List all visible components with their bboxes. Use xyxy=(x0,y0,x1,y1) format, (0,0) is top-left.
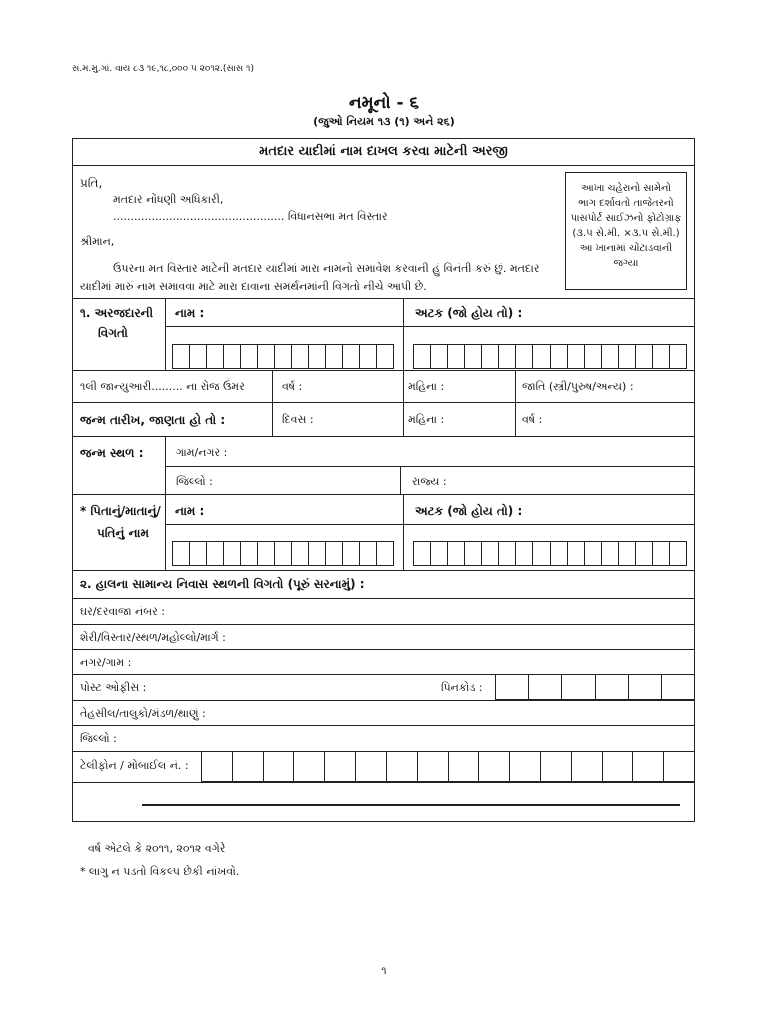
section1-label-2: વિગતો xyxy=(98,326,128,340)
relative-name-cells[interactable] xyxy=(172,541,394,566)
surname-label: અટક (જો હોય તો) : xyxy=(415,306,523,320)
gender-field[interactable]: જાતિ (સ્ત્રી/પુરુષ/અન્ય) : xyxy=(522,380,634,393)
section1-label: ૧. અરજદારની xyxy=(80,306,154,320)
age-months-field[interactable]: મહિના : xyxy=(408,380,445,393)
to-label: પ્રતિ, xyxy=(80,176,103,190)
request-line-2: યાદીમાં મારું નામ સમાવવા માટે મારા દાવાના સમર્થનમાંની વિગતો નીચે આપી છે. xyxy=(80,280,427,293)
tehsil-field[interactable]: તેહસીલ/તાલુકો/મંડળ/થાણું : xyxy=(80,707,206,720)
name-input-cells[interactable] xyxy=(172,344,394,369)
dob-label: જન્મ તારીખ, જાણતા હો તો : xyxy=(80,413,226,427)
photo-note-line: આ ખાનામાં ચોંટાડવાની xyxy=(579,243,673,254)
request-line-1: ઉપરના મત વિસ્તાર માટેની મતદાર યાદીમાં મારા નામનો સમાવેશ કરવાની હું વિનંતી કરું છું. મતદાર xyxy=(113,262,540,275)
constituency-field[interactable]: ................................................. વિધાનસભા મત વિસ્તાર xyxy=(113,210,388,223)
surname-input-cells[interactable] xyxy=(413,344,687,369)
birth-state-field[interactable]: રાજ્ય : xyxy=(412,475,447,488)
page-number: ૧ xyxy=(381,964,387,977)
post-office-field[interactable]: પોસ્ટ ઓફીસ : xyxy=(80,681,147,694)
relative-label-2: પતિનું નામ xyxy=(97,526,149,540)
photo-note-line: આખા ચહેરાનો સામેનો xyxy=(581,183,671,194)
dob-month-field[interactable]: મહિના : xyxy=(408,413,445,426)
form-heading: મતદાર યાદીમાં નામ દાખલ કરવા માટેની અરજી xyxy=(259,144,508,159)
photo-note-line: જગ્યા xyxy=(613,258,639,269)
residence-district-field[interactable]: જિલ્લો : xyxy=(80,732,117,745)
signature-line[interactable] xyxy=(142,804,680,806)
name-label: નામ : xyxy=(175,306,205,320)
birth-district-field[interactable]: જિલ્લો : xyxy=(176,475,213,488)
phone-cells[interactable] xyxy=(201,751,695,782)
birthplace-label: જન્મ સ્થળ : xyxy=(80,446,144,460)
star-footnote: * લાગુ ન પડતો વિકલ્પ છેકી નાંખવો. xyxy=(80,865,240,878)
birth-village-field[interactable]: ગામ/નગર : xyxy=(176,446,228,459)
photo-note-line: ભાગ દર્શાવતો તાજેતરનો xyxy=(578,198,674,209)
relative-label: * પિતાનું/માતાનું/ xyxy=(80,504,161,518)
section2-heading: ૨. હાલના સામાન્ય નિવાસ સ્થળની વિગતો (પૂરું સરનામું) : xyxy=(80,577,365,591)
rule-reference: (જુઓ નિયમ ૧૩ (૧) અને ૨૬) xyxy=(313,115,455,128)
pincode-label: પિનકોડ : xyxy=(441,681,483,694)
salutation: શ્રીમાન, xyxy=(80,235,115,248)
town-field[interactable]: નગર/ગામ : xyxy=(80,656,132,669)
dob-year-field[interactable]: વર્ષ : xyxy=(522,413,543,426)
photo-box[interactable] xyxy=(565,172,687,290)
age-years-field[interactable]: વર્ષ : xyxy=(282,380,303,393)
officer-label: મતદાર નોંધણી અધિકારી, xyxy=(113,193,224,206)
photo-note-line: (૩.૫ સે.મી. ×૩.૫ સે.મી.) xyxy=(572,228,680,239)
photo-note-line: પાસપોર્ટ સાઈઝનો ફોટોગ્રાફ xyxy=(570,213,682,224)
house-number-field[interactable]: ઘર/દરવાજા નંબર : xyxy=(80,605,165,618)
relative-surname-label: અટક (જો હોય તો) : xyxy=(415,504,523,518)
street-field[interactable]: શેરી/વિસ્તાર/સ્થળ/મહોલ્લો/માર્ગ : xyxy=(80,631,226,644)
dob-day-field[interactable]: દિવસ : xyxy=(282,413,314,426)
form-title: નમૂનો - ૬ xyxy=(349,93,419,113)
pincode-cells[interactable] xyxy=(495,674,695,700)
gazette-line: સ.મ.મુ.ગાં. વાય ૮૩ ૧૯,૧૮,૦૦૦ ૫ ૨૦૧૨.(સાસ ૧) xyxy=(72,64,254,74)
relative-surname-cells[interactable] xyxy=(413,541,687,566)
phone-label: ટેલીફોન / મોબાઈલ નં. : xyxy=(80,759,189,772)
relative-name-label: નામ : xyxy=(175,504,205,518)
year-footnote: વર્ષ એટલે કે ૨૦૧૧, ૨૦૧૨ વગેરે xyxy=(88,842,226,855)
age-on-label: ૧લી જાન્યુઆરી......... ના રોજ ઉંમર xyxy=(80,380,245,393)
